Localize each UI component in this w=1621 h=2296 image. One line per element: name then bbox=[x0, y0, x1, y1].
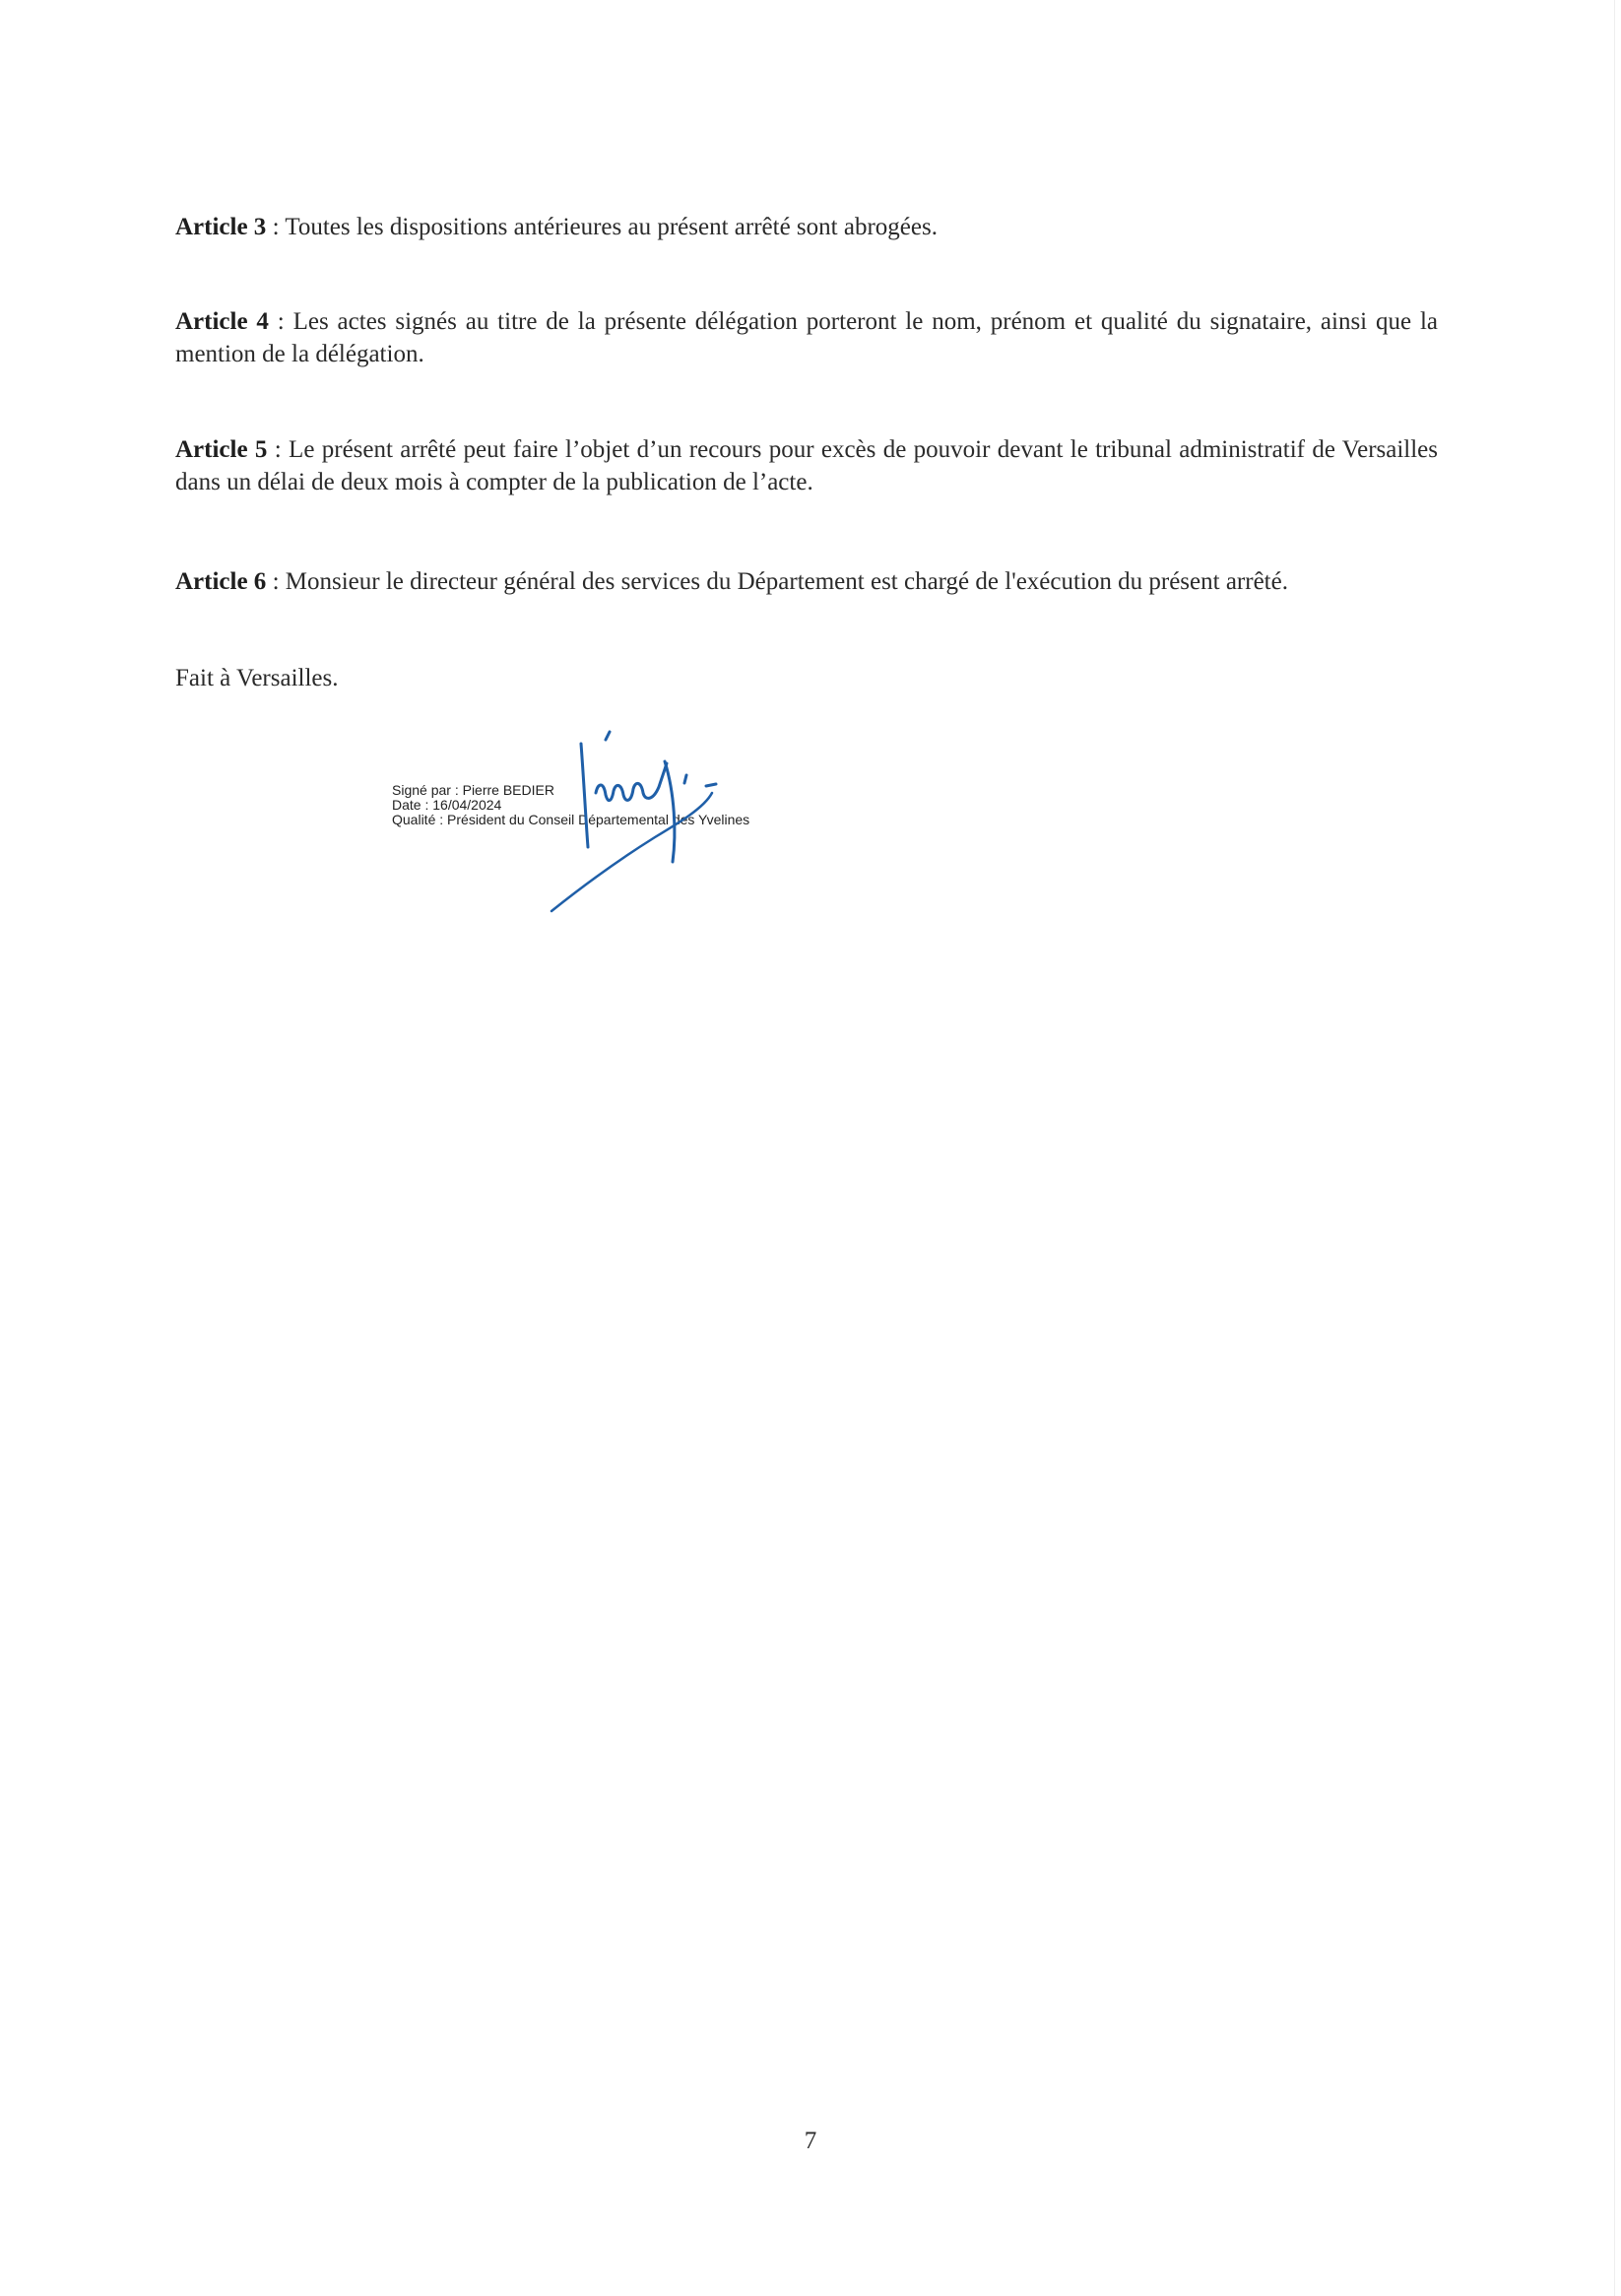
article-6 bbox=[175, 565, 1438, 598]
article-6-text: Monsieur le directeur général des services du Département est chargé de l'exécution du présent arrêté. bbox=[285, 568, 1288, 595]
signature-vertical bbox=[581, 744, 588, 847]
article-5-text: Le présent arrêté peut faire l’objet d’un recours pour excès de pouvoir devant le tribunal administratif de Versailles dans un délai de deux mois à compter de la publication de l’acte. bbox=[175, 436, 1439, 495]
article-4 bbox=[175, 305, 1438, 370]
stamp-date: Date : 16/04/2024 bbox=[392, 797, 502, 813]
page-number: 7 bbox=[804, 2128, 817, 2154]
article-3-label: Article 3 bbox=[175, 214, 267, 240]
article-5-label: Article 5 bbox=[175, 436, 268, 463]
signature-tick bbox=[606, 732, 610, 740]
stamp-quality: Qualité : Président du Conseil Départemental des Yvelines bbox=[392, 812, 750, 827]
article-3 bbox=[175, 211, 1438, 243]
article-4-label: Article 4 bbox=[175, 308, 269, 335]
signature-dash bbox=[706, 784, 716, 786]
signature-right-stem bbox=[665, 761, 675, 862]
article-6-separator: : bbox=[266, 568, 286, 595]
signature-sweep bbox=[551, 793, 712, 911]
article-5 bbox=[175, 433, 1438, 498]
handwritten-signature bbox=[537, 724, 783, 921]
article-6-label: Article 6 bbox=[175, 568, 267, 595]
article-3-text: Toutes les dispositions antérieures au présent arrêté sont abrogées. bbox=[285, 214, 938, 240]
article-3-separator: : bbox=[266, 214, 286, 240]
article-5-separator: : bbox=[267, 436, 290, 463]
page-edge bbox=[1614, 0, 1615, 2296]
signature-dot bbox=[684, 775, 686, 783]
stamp-signed-by: Signé par : Pierre BEDIER bbox=[392, 782, 554, 798]
signature-loops bbox=[596, 763, 667, 801]
signature-strokes bbox=[551, 732, 716, 911]
closing-line: Fait à Versailles. bbox=[175, 665, 339, 691]
article-4-text: Les actes signés au titre de la présente délégation porteront le nom, prénom et qualité du signataire, ainsi que la mention de la délégation. bbox=[175, 308, 1438, 367]
article-4-separator: : bbox=[268, 308, 293, 335]
